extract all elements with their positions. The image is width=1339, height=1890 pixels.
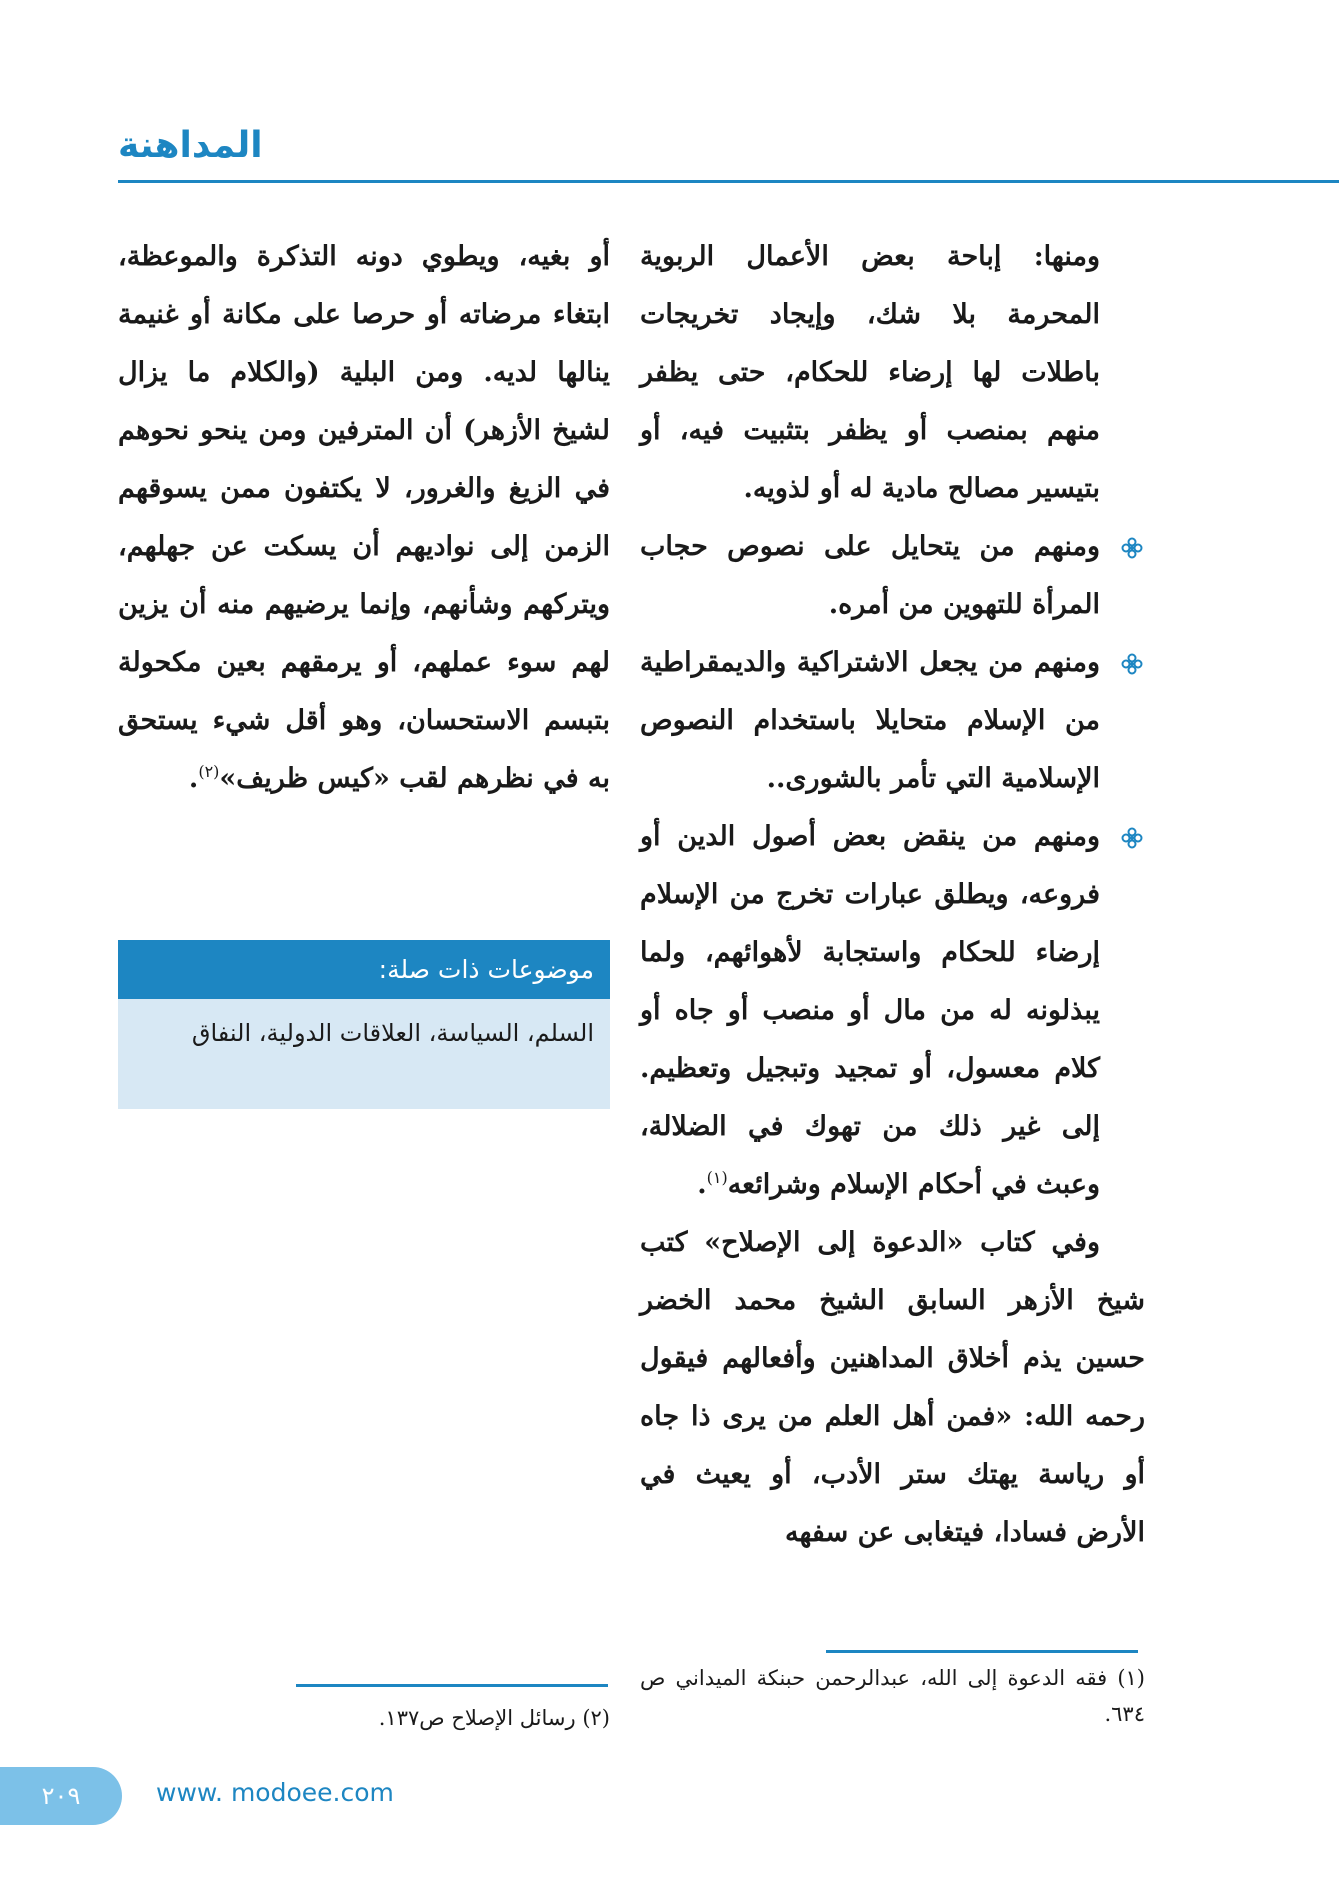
page-title: المداهنة [118, 125, 263, 166]
left-column [118, 228, 610, 808]
related-topics-heading: موضوعات ذات صلة: [118, 940, 610, 999]
end-dot: . [188, 763, 199, 794]
footnote-1 [640, 1660, 1145, 1732]
intro-paragraph: ومنها: إباحة بعض الأعمال الربوية المحرمة بلا شك، وإيجاد تخريجات باطلات لها إرضاء للحكام، حتى يظفر منهم بمنصب أو يظفر بتثبيت فيه، أو بتيسير مصالح مادية له أو لذويه. [640, 241, 1100, 504]
bullet-text [640, 808, 1100, 1214]
header-rule [118, 180, 1339, 183]
footnote-text: فقه الدعوة إلى الله، عبدالرحمن حبنكة الميداني ص ٦٣٤. [640, 1666, 1145, 1726]
flower-bullet-icon [1119, 651, 1145, 677]
end-dot: . [697, 1169, 707, 1200]
website-link[interactable]: www. modoee.com [156, 1778, 394, 1807]
footnote-ref[interactable]: (١) [706, 1168, 728, 1187]
body-paragraph: وفي كتاب «الدعوة إلى الإصلاح» كتب شيخ الأزهر السابق الشيخ محمد الخضر حسين يذم أخلاق المداهنين وأفعالهم فيقول رحمه الله: «فمن أهل العلم من يرى ذا جاه أو رياسة يهتك ستر الأدب، أو يعيث في الأرض فسادا، فيتغابى عن سفهه [640, 1227, 1145, 1548]
right-column [640, 228, 1145, 1562]
footnote-number: (١) [1117, 1666, 1145, 1690]
list-item [640, 634, 1145, 808]
bullet-text-body: ومنهم من ينقض بعض أصول الدين أو فروعه، ويطلق عبارات تخرج من الإسلام إرضاء للحكام واستجابة لأهوائهم، ولما يبذلونه له من مال أو منصب أو جاه أو كلام معسول، أو تمجيد وتبجيل وتعظيم. إلى غير ذلك من تهوك في الضلالة، وعبث في أحكام الإسلام وشرائعه [640, 821, 1100, 1200]
footnote-text: رسائل الإصلاح ص١٣٧. [378, 1706, 576, 1730]
related-topics-box [118, 940, 610, 1109]
bullet-text: ومنهم من يجعل الاشتراكية والديمقراطية من الإسلام متحايلا باستخدام النصوص الإسلامية التي تأمر بالشورى.. [640, 647, 1100, 794]
flower-bullet-icon [1119, 535, 1145, 561]
footnote-rule [826, 1650, 1138, 1653]
footnote-rule [296, 1684, 608, 1687]
footnote-ref[interactable]: (٢) [198, 762, 220, 781]
list-item [640, 518, 1145, 634]
body-paragraph [118, 228, 610, 808]
bullet-text: ومنهم من يتحايل على نصوص حجاب المرأة للتهوين من أمره. [640, 531, 1100, 620]
list-item [640, 808, 1145, 1214]
page-number: ٢٠٩ [0, 1767, 122, 1825]
related-topics-list: السلم، السياسة، العلاقات الدولية، النفاق [118, 999, 610, 1109]
footnote-number: (٢) [582, 1706, 610, 1730]
left-text: أو بغيه، ويطوي دونه التذكرة والموعظة، ابتغاء مرضاته أو حرصا على مكانة أو غنيمة ينالها لديه. ومن البلية (والكلام ما يزال لشيخ الأزهر) أن المترفين ومن ينحو نحوهم في الزيغ والغرور، لا يكتفون ممن يسوقهم الزمن إلى نواديهم أن يسكت عن جهلهم، ويتركهم وشأنهم، وإنما يرضيهم منه أن يزين لهم سوء عملهم، أو يرمقهم بعين مكحولة بتبسم الاستحسان، وهو أقل شيء يستحق به في نظرهم لقب «كيس ظريف» [118, 241, 610, 794]
flower-bullet-icon [1119, 825, 1145, 851]
footnote-2 [118, 1700, 610, 1736]
